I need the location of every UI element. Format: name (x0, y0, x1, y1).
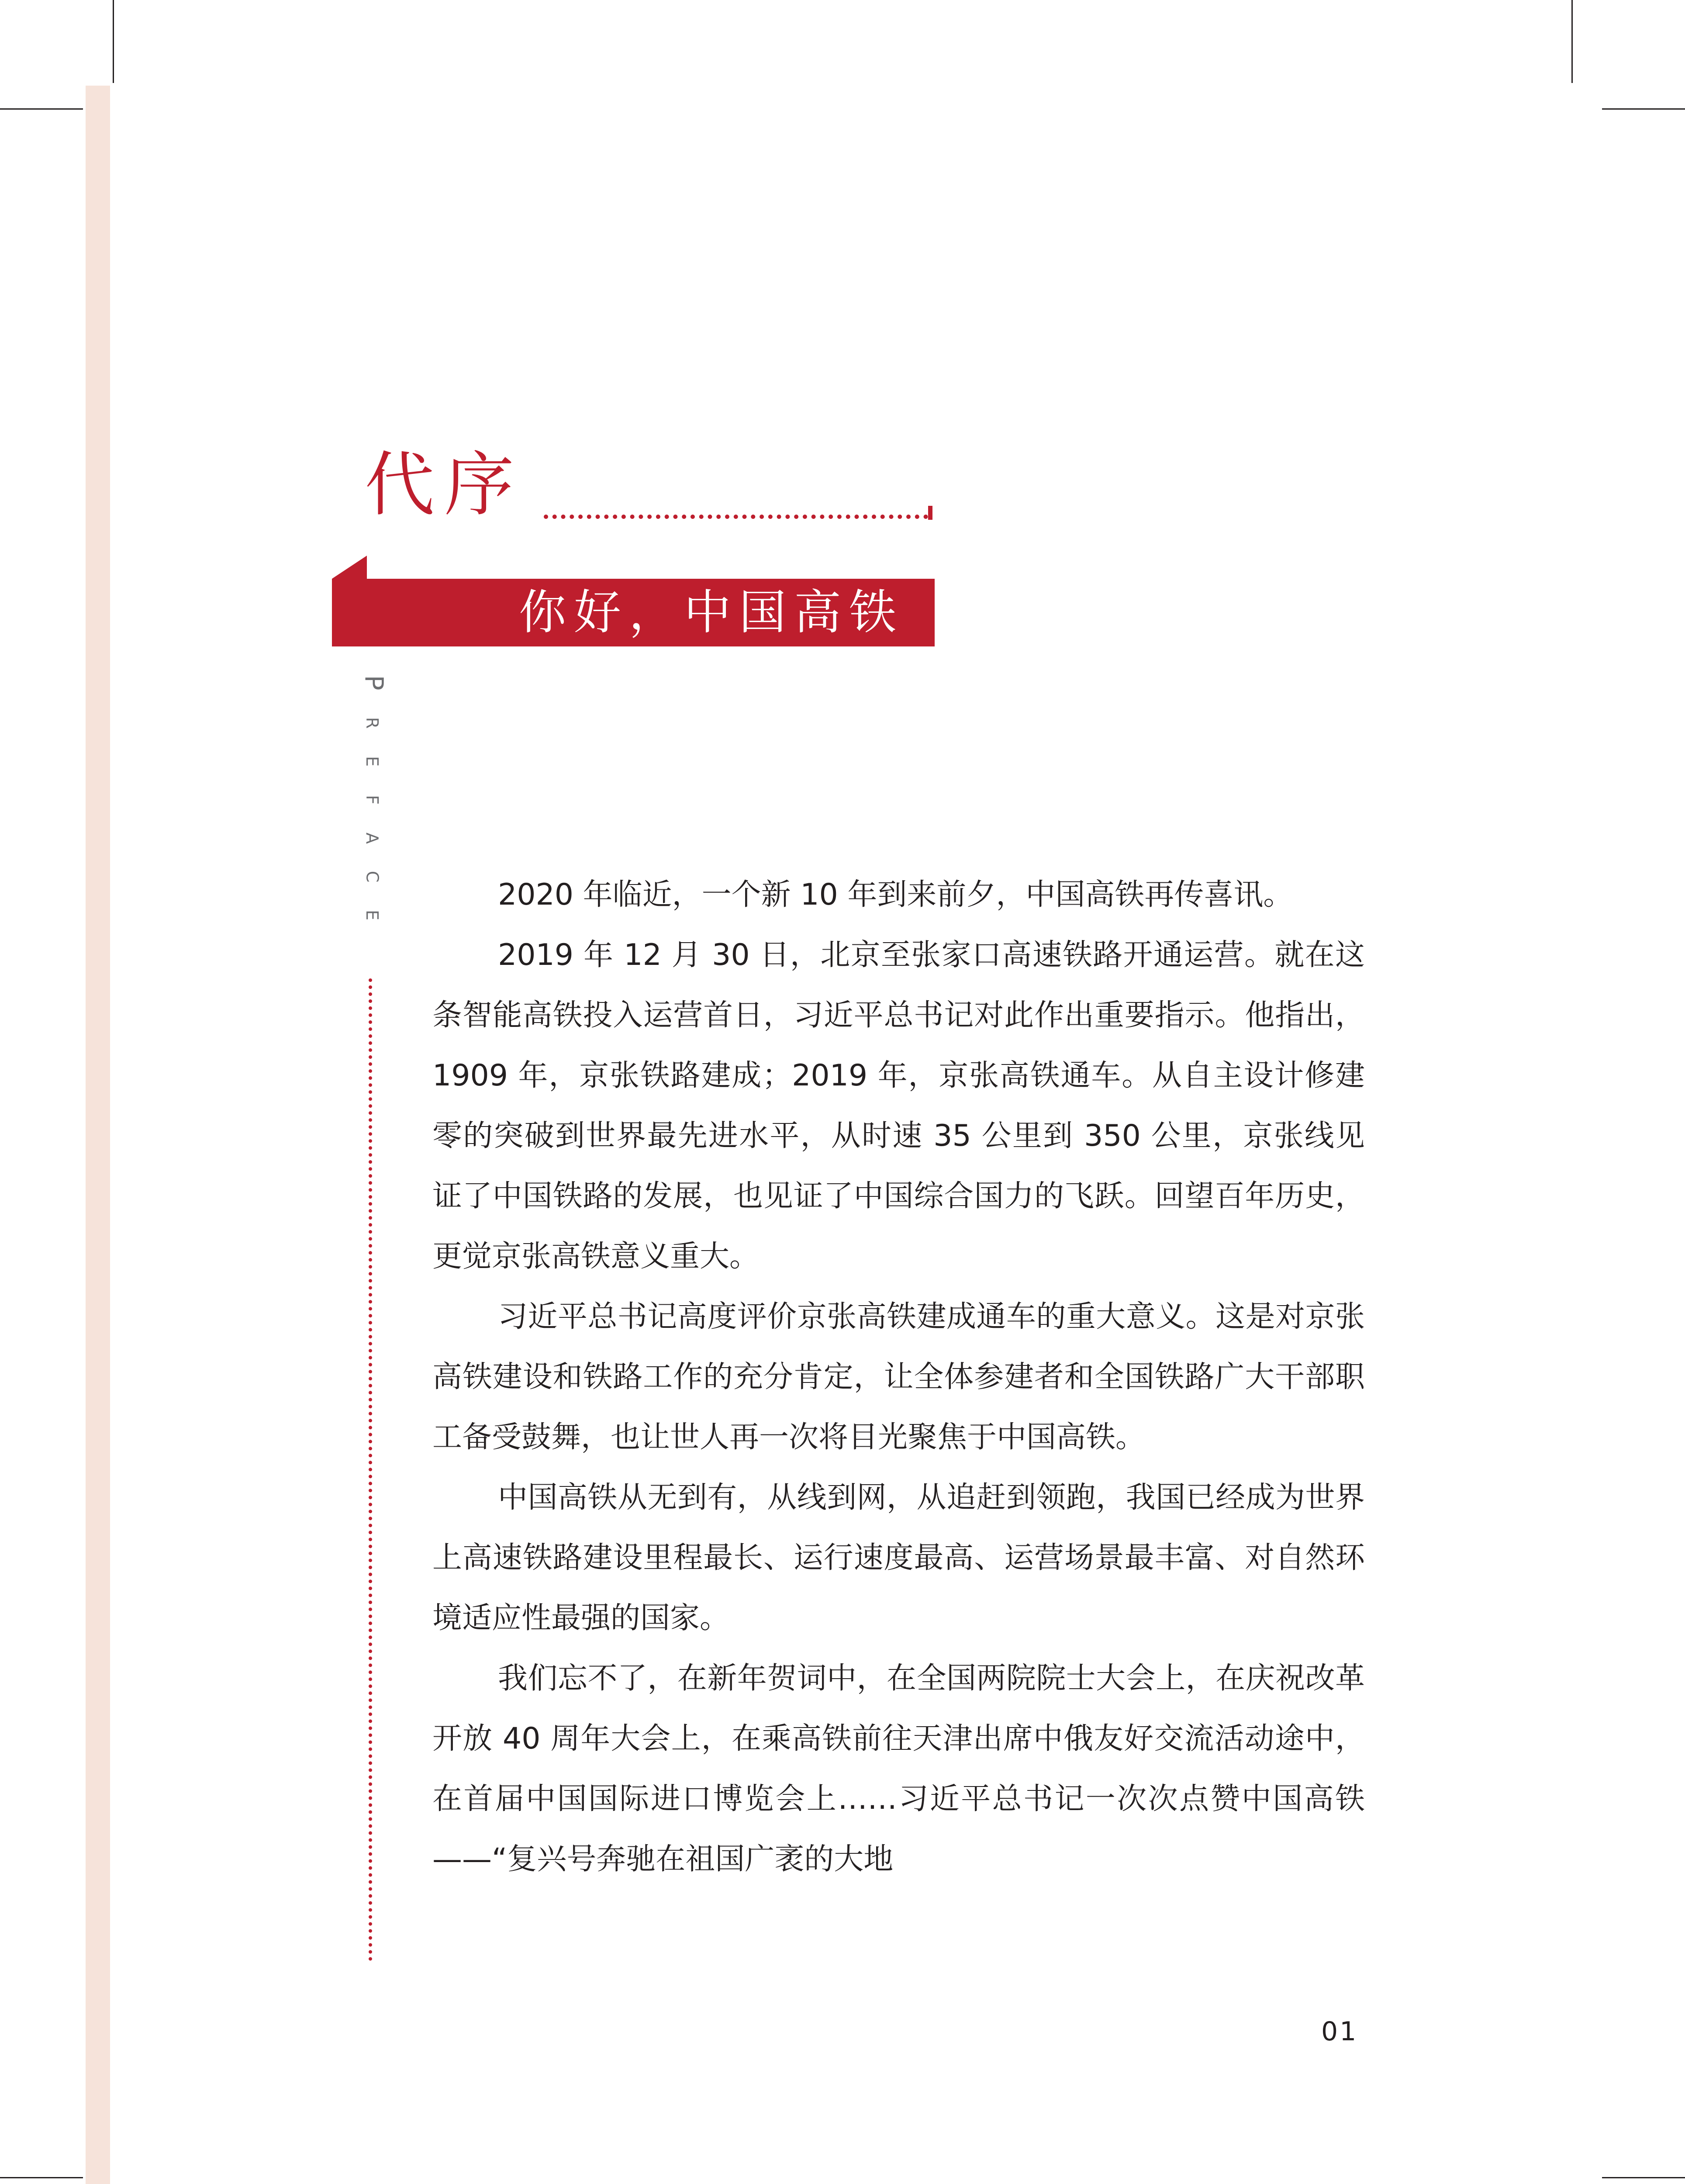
paragraph: 我们忘不了，在新年贺词中，在全国两院院士大会上，在庆祝改革开放 40 周年大会上，在乘高铁前往天津出席中俄友好交流活动途中，在首届中国国际进口博览会上……习近平总书记一次次点赞中国高铁——“复兴号奔驰在祖国广袤的大地 (432, 1661, 1365, 1876)
vertical-letter: R (363, 717, 382, 729)
paragraph: 2019 年 12 月 30 日，北京至张家口高速铁路开通运营。就在这条智能高铁投入运营首日，习近平总书记对此作出重要指示。他指出，1909 年，京张铁路建成；2019 年，京张高铁通车。从自主设计修建零的突破到世界最先进水平，从时速 35 公里到 350 公里，京张线见证了中国铁路的发展，也见证了中国综合国力的飞跃。回望百年历史，更觉京张高铁意义重大。 (432, 938, 1365, 1274)
vertical-letter: A (363, 833, 382, 844)
paragraph: 2020 年临近，一个新 10 年到来前夕，中国高铁再传喜讯。 (498, 878, 1293, 912)
crop-mark (0, 108, 83, 110)
page-number: 01 (1321, 2016, 1358, 2047)
vertical-letter: E (362, 756, 382, 767)
page-title: 你好，中国高铁 (518, 585, 904, 640)
vertical-letter: E (362, 909, 382, 921)
dotted-rule (544, 515, 928, 519)
crop-mark (1602, 108, 1685, 110)
body-text (432, 865, 1365, 1890)
paragraph: 中国高铁从无到有，从线到网，从追赶到领跑，我国已经成为世界上高速铁路建设里程最长、运行速度最高、运营场景最丰富、对自然环境适应性最强的国家。 (432, 1480, 1365, 1635)
crop-mark (0, 2177, 83, 2178)
crop-mark (1602, 2177, 1685, 2178)
banner-tab (332, 556, 367, 579)
title-banner (332, 579, 935, 646)
vertical-dotted-rule (369, 978, 372, 1961)
section-label: 代序 (365, 444, 524, 525)
dotted-rule-end (928, 506, 932, 520)
vertical-letter: F (362, 795, 382, 805)
vertical-letter: C (362, 871, 382, 883)
page-edge-strip (86, 86, 110, 2184)
vertical-letter: P (359, 675, 389, 691)
crop-mark (113, 0, 114, 83)
vertical-preface-label (359, 662, 389, 934)
crop-mark (1571, 0, 1573, 83)
paragraph: 习近平总书记高度评价京张高铁建成通车的重大意义。这是对京张高铁建设和铁路工作的充分肯定，让全体参建者和全国铁路广大干部职工备受鼓舞，也让世人再一次将目光聚焦于中国高铁。 (432, 1299, 1365, 1455)
